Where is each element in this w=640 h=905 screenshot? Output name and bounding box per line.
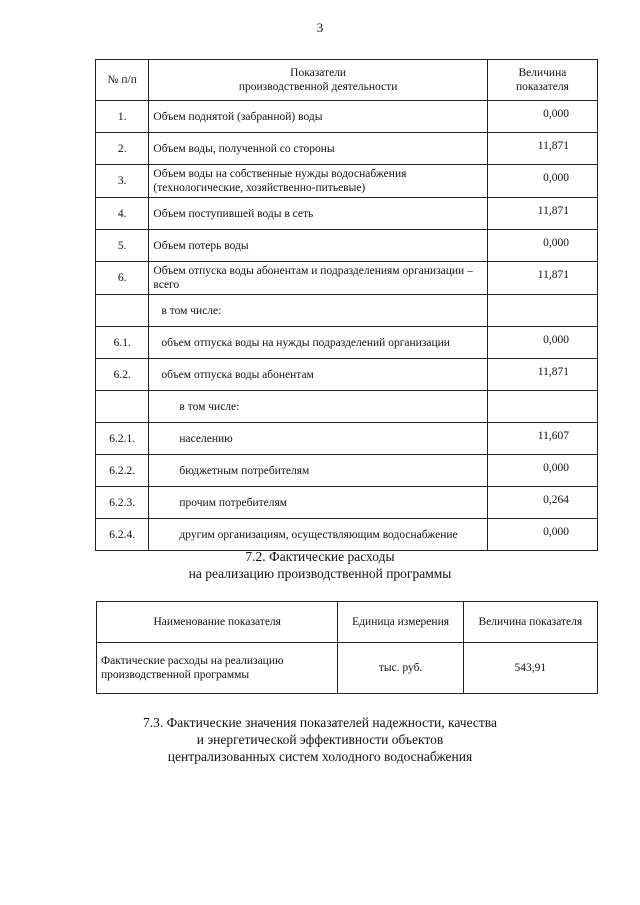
row-num — [96, 295, 149, 327]
row-num — [96, 391, 149, 423]
header-indicator-line2: производственной деятельности — [238, 81, 398, 93]
row-num: 3. — [96, 165, 149, 198]
section-7-2-title-line2: на реализацию производственной программы — [188, 566, 452, 581]
row-value: 0,000 — [487, 327, 597, 359]
section-7-2-title-line1: 7.2. Фактические расходы — [245, 549, 395, 564]
row-value: 11,871 — [487, 359, 597, 391]
header-value — [487, 60, 597, 101]
row-indicator: Объем поступившей воды в сеть — [149, 198, 487, 230]
expense-value: 543,91 — [463, 643, 597, 694]
table-row — [96, 455, 598, 487]
row-value: 0,000 — [487, 519, 597, 551]
header-indicator-name: Наименование показателя — [97, 602, 338, 643]
row-num: 1. — [96, 101, 149, 133]
actual-expenses-table — [96, 601, 598, 694]
row-num: 6.1. — [96, 327, 149, 359]
table-row — [97, 643, 598, 694]
row-value: 0,000 — [487, 165, 597, 198]
table-row — [96, 230, 598, 262]
expense-unit: тыс. руб. — [338, 643, 463, 694]
header-unit: Единица измерения — [338, 602, 463, 643]
row-num: 6.2.3. — [96, 487, 149, 519]
table-row — [96, 165, 598, 198]
row-indicator: другим организациям, осуществляющим водоснабжение — [149, 519, 487, 551]
expense-name: Фактические расходы на реализацию производственной программы — [97, 643, 338, 694]
table-row — [96, 327, 598, 359]
row-indicator: населению — [149, 423, 487, 455]
row-num: 2. — [96, 133, 149, 165]
header-num: № п/п — [96, 60, 149, 101]
header-indicator-line1: Показатели — [290, 67, 347, 79]
row-value: 0,000 — [487, 230, 597, 262]
section-7-3-title — [0, 714, 640, 765]
table-row — [96, 198, 598, 230]
row-value: 11,607 — [487, 423, 597, 455]
row-indicator: бюджетным потребителям — [149, 455, 487, 487]
row-value: 11,871 — [487, 198, 597, 230]
table-row — [96, 262, 598, 295]
row-value: 11,871 — [487, 262, 597, 295]
row-value: 0,264 — [487, 487, 597, 519]
row-indicator: в том числе: — [149, 295, 487, 327]
row-num: 6.2.2. — [96, 455, 149, 487]
table-row — [96, 519, 598, 551]
row-value: 0,000 — [487, 455, 597, 487]
row-value: 11,871 — [487, 133, 597, 165]
table-row — [96, 487, 598, 519]
table-header-row — [96, 60, 598, 101]
header-value-line1: Величина — [518, 67, 567, 79]
header-value-line2: показателя — [515, 81, 569, 93]
row-num: 5. — [96, 230, 149, 262]
production-indicators-table — [95, 59, 598, 551]
table-row — [96, 133, 598, 165]
table-row — [96, 423, 598, 455]
section-7-3-title-line3: централизованных систем холодного водоснабжения — [167, 749, 473, 764]
row-num: 4. — [96, 198, 149, 230]
row-num: 6.2.4. — [96, 519, 149, 551]
row-indicator: прочим потребителям — [149, 487, 487, 519]
header-value: Величина показателя — [463, 602, 597, 643]
row-indicator: объем отпуска воды абонентам — [149, 359, 487, 391]
row-indicator: в том числе: — [149, 391, 487, 423]
page-number: 3 — [316, 20, 324, 35]
row-indicator: Объем отпуска воды абонентам и подразделениям организации – всего — [149, 262, 487, 295]
table-row — [96, 359, 598, 391]
row-indicator: объем отпуска воды на нужды подразделений организации — [149, 327, 487, 359]
section-7-2-title — [0, 548, 640, 582]
section-7-3-title-line1: 7.3. Фактические значения показателей надежности, качества — [143, 715, 497, 730]
row-value — [487, 295, 597, 327]
section-7-3-title-line2: и энергетической эффективности объектов — [196, 732, 444, 747]
table-row — [96, 391, 598, 423]
row-num: 6.2. — [96, 359, 149, 391]
row-indicator: Объем воды, полученной со стороны — [149, 133, 487, 165]
row-num: 6. — [96, 262, 149, 295]
table-header-row — [97, 602, 598, 643]
row-num: 6.2.1. — [96, 423, 149, 455]
row-indicator: Объем поднятой (забранной) воды — [149, 101, 487, 133]
row-value — [487, 391, 597, 423]
row-value: 0,000 — [487, 101, 597, 133]
table-row — [96, 295, 598, 327]
header-indicator — [149, 60, 487, 101]
row-indicator: Объем потерь воды — [149, 230, 487, 262]
table-row — [96, 101, 598, 133]
row-indicator: Объем воды на собственные нужды водоснабжения (технологические, хозяйственно-питьевые) — [149, 165, 487, 198]
